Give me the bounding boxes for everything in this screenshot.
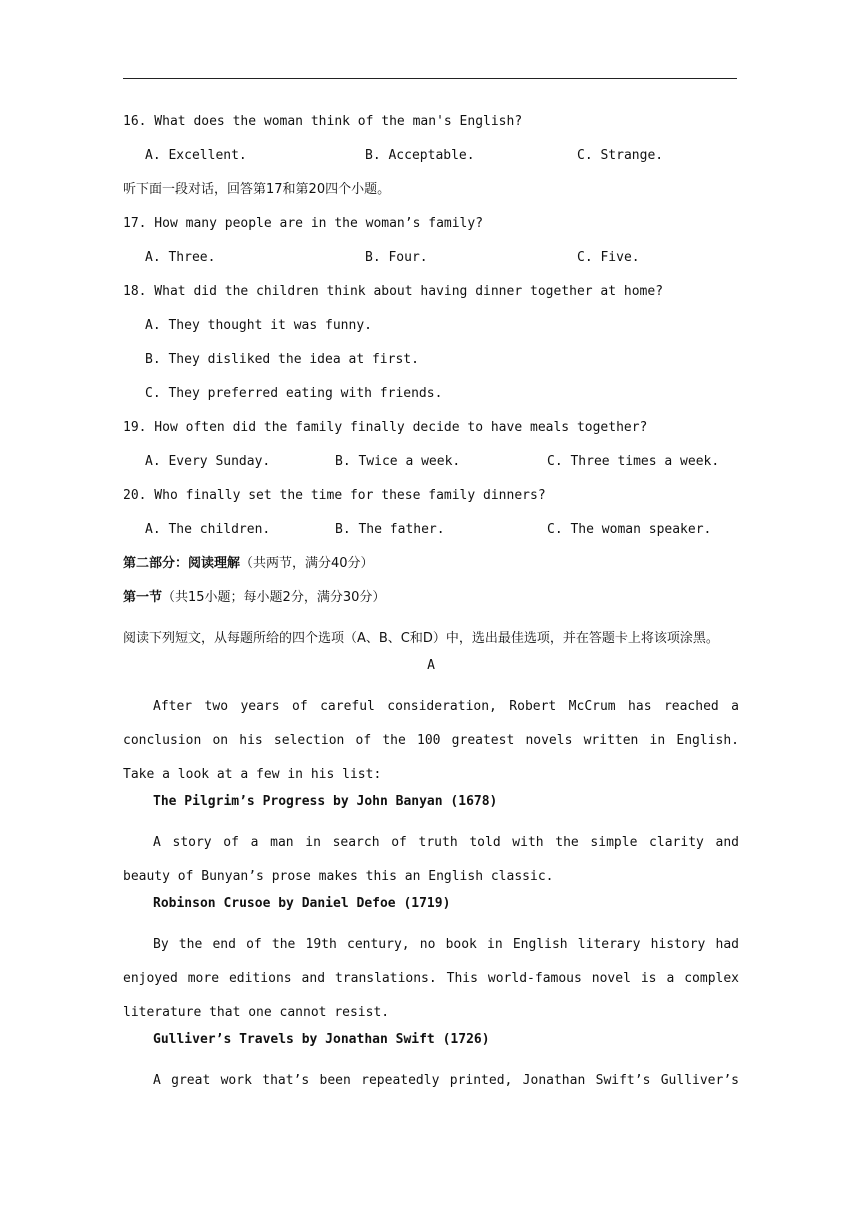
book-text-1: A story of a man in search of truth told with the simple clarity and beauty of Bunyan’s prose makes this an English classic.	[123, 835, 739, 884]
part2-heading-bold: 第二部分：阅读理解	[123, 556, 241, 571]
book-text-3: A great work that’s been repeatedly printed, Jonathan Swift’s Gulliver’s	[153, 1073, 739, 1088]
option-b: B. Twice a week.	[335, 454, 461, 469]
option-a: A. Every Sunday.	[145, 454, 271, 469]
reading-directions: 阅读下列短文，从每题所给的四个选项（A、B、C和D）中，选出最佳选项，并在答题卡上将该项涂黑。	[123, 631, 719, 646]
book-title-1: The Pilgrim’s Progress by John Banyan (1678)	[153, 794, 498, 809]
section1-heading-bold: 第一节	[123, 590, 163, 605]
book-title-2: Robinson Crusoe by Daniel Defoe (1719)	[153, 896, 451, 911]
option-c: C. Strange.	[577, 148, 664, 163]
option-c: C. The woman speaker.	[547, 522, 712, 537]
option-b: B. The father.	[335, 522, 445, 537]
question-16-stem: 16. What does the woman think of the man's English?	[123, 114, 523, 129]
question-19-options	[123, 452, 739, 486]
option-a: A. Excellent.	[145, 148, 247, 163]
part2-heading	[123, 554, 739, 588]
passage-intro: After two years of careful consideration, Robert McCrum has reached a conclusion on his selection of the 100 greatest novels written in English. Take a look at a few in his list:	[123, 699, 739, 782]
listening-instruction: 听下面一段对话，回答第17和第20四个小题。	[123, 182, 391, 197]
option-b: B. Acceptable.	[365, 148, 475, 163]
option-a: A. The children.	[145, 522, 271, 537]
section1-heading-note: （共15小题；每小题2分，满分30分）	[162, 590, 386, 605]
question-16-options	[123, 146, 739, 180]
option-a: A. Three.	[145, 250, 216, 265]
question-20-stem: 20. Who finally set the time for these family dinners?	[123, 488, 546, 503]
header-rule	[123, 78, 737, 79]
option-c: C. Five.	[577, 250, 640, 265]
option-b: B. Four.	[365, 250, 428, 265]
question-18-stem: 18. What did the children think about having dinner together at home?	[123, 284, 664, 299]
section1-heading	[123, 588, 739, 622]
part2-heading-note: （共两节，满分40分）	[240, 556, 374, 571]
passage-label: A	[427, 658, 435, 673]
book-title-3: Gulliver’s Travels by Jonathan Swift (1726)	[153, 1032, 490, 1047]
question-17-stem: 17. How many people are in the woman’s family?	[123, 216, 484, 231]
book-text-2: By the end of the 19th century, no book in English literary history had enjoyed more editions and translations. This world-famous novel is a complex literature that one cannot resist.	[123, 937, 739, 1020]
exam-page	[123, 112, 739, 1098]
option-c: C. They preferred eating with friends.	[145, 386, 443, 401]
option-a: A. They thought it was funny.	[145, 318, 372, 333]
option-b: B. They disliked the idea at first.	[145, 352, 419, 367]
option-c: C. Three times a week.	[547, 454, 720, 469]
question-20-options	[123, 520, 739, 554]
question-17-options	[123, 248, 739, 282]
question-19-stem: 19. How often did the family finally decide to have meals together?	[123, 420, 648, 435]
